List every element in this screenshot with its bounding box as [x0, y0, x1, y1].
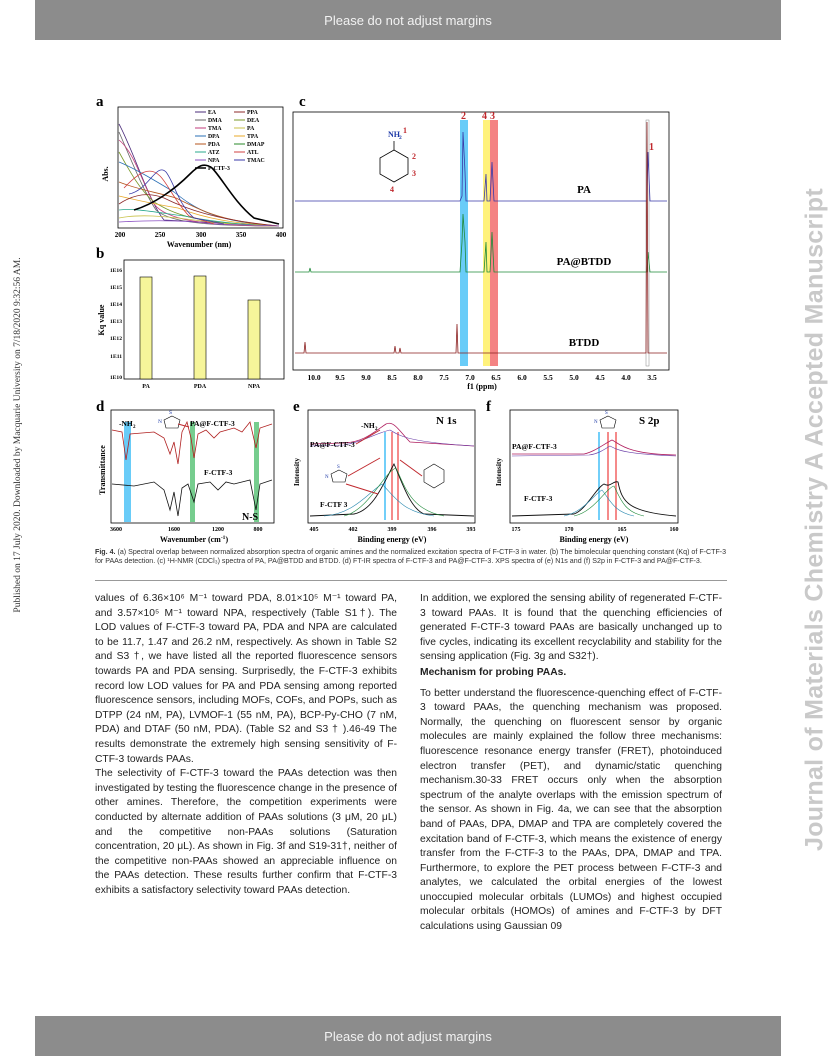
figure-4 — [94, 92, 684, 547]
legend-tpa: TPA — [247, 134, 259, 140]
panel-letter-b: b — [96, 246, 105, 262]
panel-b-ylabel: Kq value — [97, 304, 106, 336]
b-ytick-0: 1E16 — [109, 268, 122, 274]
c-tick-7: 6.5 — [491, 373, 501, 382]
panel-e-xlabel: Binding energy (eV) — [357, 535, 427, 544]
b-cat-npa: NPA — [248, 384, 260, 390]
d-tick-0: 3600 — [110, 527, 122, 533]
legend-pa: PA — [247, 126, 255, 132]
panel-a-xlabel: Wavenumber (nm) — [166, 240, 232, 249]
b-ytick-4: 1E12 — [109, 336, 122, 342]
e-tick-3: 396 — [427, 527, 437, 533]
c-tick-3: 8.5 — [387, 373, 397, 382]
f-tick-1: 170 — [564, 527, 574, 533]
trace-pa — [295, 132, 667, 201]
c-tick-5: 7.5 — [439, 373, 449, 382]
figure-caption — [95, 548, 727, 565]
c-tick-1: 9.5 — [335, 373, 345, 382]
legend-tmac: TMAC — [247, 158, 265, 164]
peak-label-4: 4 — [482, 111, 487, 122]
d-ring-n: N — [158, 419, 162, 425]
c-tick-13: 3.5 — [647, 373, 657, 382]
left-column — [95, 592, 397, 898]
c-tick-10: 5.0 — [569, 373, 579, 382]
atom-4: 4 — [390, 185, 394, 194]
a-tick-2: 300 — [195, 231, 207, 239]
legend-dmap: DMAP — [247, 142, 265, 148]
c-tick-4: 8.0 — [413, 373, 423, 382]
f-tick-2: 165 — [617, 527, 627, 533]
legend-ea: EA — [208, 110, 217, 116]
e-ring-n: N — [325, 475, 329, 480]
caption-divider — [95, 580, 727, 581]
f-tick-3: 160 — [669, 527, 679, 533]
b-ytick-6: 1E10 — [109, 375, 122, 381]
panel-e-title: N 1s — [436, 415, 457, 427]
e-label-fctf3: F-CTF 3 — [320, 500, 348, 509]
a-tick-3: 350 — [235, 231, 247, 239]
ir-band-blue — [124, 422, 131, 522]
legend-atl: ATL — [247, 150, 259, 156]
b-cat-pa: PA — [142, 384, 150, 390]
d-tick-3: 800 — [253, 527, 263, 533]
c-tick-12: 4.0 — [621, 373, 631, 382]
top-margin-banner: Please do not adjust margins — [35, 0, 781, 40]
c-tick-6: 7.0 — [465, 373, 475, 382]
bar-pda — [194, 276, 206, 379]
d-tick-1: 1600 — [168, 527, 180, 533]
a-tick-4: 400 — [275, 231, 287, 239]
legend-npa: NPA — [208, 158, 220, 164]
publication-watermark: Published on 17 July 2020. Downloaded by Macquarie University on 7/18/2020 9:32:56 AM. — [13, 257, 23, 613]
panel-a-legend — [195, 110, 265, 172]
c-tick-8: 6.0 — [517, 373, 527, 382]
panel-c-xlabel: f1 (ppm) — [467, 382, 497, 391]
panel-f-xlabel: Binding energy (eV) — [559, 535, 629, 544]
panel-f — [486, 399, 679, 544]
panel-c-frame — [293, 112, 669, 370]
b-cat-pda: PDA — [193, 384, 207, 390]
panel-e-ylabel: Intensity — [292, 457, 301, 487]
e-ring-s: S — [337, 465, 340, 470]
figure-4-graphic — [94, 92, 684, 547]
panel-letter-d: d — [96, 399, 105, 415]
trace-label-pa-btdd: PA@BTDD — [556, 256, 612, 268]
peak-label-1: 1 — [649, 142, 654, 153]
c-tick-2: 9.0 — [361, 373, 371, 382]
bar-npa — [248, 300, 260, 379]
panel-d — [96, 399, 274, 544]
right-paragraph-1: In addition, we explored the sensing ability of regenerated F-CTF-3 toward PAAs. It is found that the quenching efficiencies of generated F-CTF-3 toward PAAs are basically unchanged up to five cycles, indicating its excellent recyclability and stability for the sensing application (Fig. 3g and S32†). — [420, 593, 722, 663]
f-label-fctf3: F-CTF-3 — [524, 494, 553, 503]
legend-pda: PDA — [208, 142, 220, 148]
e-label-pa: PA@F-CTF-3 — [310, 440, 355, 449]
b-ytick-5: 1E11 — [110, 354, 122, 360]
f-ring-s: S — [605, 411, 608, 416]
b-ytick-3: 1E13 — [109, 319, 122, 325]
e-tick-0: 405 — [309, 527, 319, 533]
a-tick-0: 200 — [114, 231, 126, 239]
peak-label-2: 2 — [461, 111, 466, 122]
legend-atz: ATZ — [208, 150, 220, 156]
peak-label-3: 3 — [490, 111, 495, 122]
panel-letter-f: f — [486, 399, 491, 415]
panel-d-ylabel: Transmittance — [98, 445, 107, 495]
section-heading: Mechanism for probing PAAs. — [420, 666, 567, 678]
panel-f-ylabel: Intensity — [494, 457, 503, 487]
right-paragraph-2: To better understand the fluorescence-quenching effect of F-CTF-3 toward PAAs, the quenching mechanism was proposed. Normally, the quenching on fluorescent sensor by organic molecules are mainly explained the follow three mechanisms: fluorescence resonance energy transfer (FRET), photoinduced electron transfer (PET), and dynamic/static quenching mechanism.30-33 FRET occurs only when the absorption spectrum of the analyte overlaps with the emission spectrum of the sensor. As shown in Fig. 4a, we can see that the absorption band of PAAs, DPA, DMAP and TPA are completely covered the excitation band of F-CTF-3, which means the existence of energy transfer from the F-CTF-3 to the PAAs, DPA, DMAP and TPA. Furthermore, to explore the PET process between F-CTF-3 and analytes, we calculated the orbital energies of the lowest unoccupied molecular orbitals (LUMOs) and highest occupied molecular orbitals (HOMOs) of amines and F-CTF-3 by DFT calculations using Gaussian 09 — [420, 687, 722, 933]
trace-btdd — [295, 122, 667, 353]
legend-tma: TMA — [208, 126, 222, 132]
trace-label-btdd: BTDD — [568, 337, 600, 349]
f-tick-0: 175 — [511, 527, 521, 533]
legend-dpa: DPA — [208, 134, 220, 140]
f-ring-n: N — [594, 420, 598, 425]
f-label-pa: PA@F-CTF-3 — [512, 442, 557, 451]
d-label-pa: PA@F-CTF-3 — [190, 419, 235, 428]
accepted-manuscript-watermark: Journal of Materials Chemistry A Accepted Manuscript — [800, 188, 829, 851]
atom-1: 1 — [403, 126, 407, 135]
nmr-band-yellow — [483, 120, 490, 366]
panel-f-title: S 2p — [639, 415, 660, 427]
e-ring-left — [325, 465, 347, 482]
panel-a — [96, 94, 287, 249]
e-label-nh-sub: 2 — [375, 427, 378, 432]
panel-a-ylabel: Abs. — [101, 166, 110, 182]
d-ring-s: S — [169, 410, 173, 416]
c-tick-11: 4.5 — [595, 373, 605, 382]
e-triazine-ring — [424, 464, 444, 488]
left-paragraph-2: The selectivity of F-CTF-3 toward the PAAs detection was then investigated by testing the fluorescence change in the presence of other amines. Therefore, the competition experiments were conducted by alternate addition of PAAs solutions (3 μM, 20 μL) and the competitive non-PAAs solutions (Saturation concentration, 20 μL). As shown in Fig. 3f and S19-31†, neither of the competitive non-PAAs showed an appreciable influence on the PAAs detection. These results further confirm that F-CTF-3 exhibits a satisfactory selectivity toward PAAs detection. — [95, 768, 397, 896]
atom-2: 2 — [412, 152, 416, 161]
d-tick-2: 1200 — [212, 527, 224, 533]
c-tick-0: 10.0 — [307, 373, 321, 382]
panel-e — [292, 399, 476, 544]
panel-b — [96, 246, 284, 390]
molecule-nh-sub: 2 — [399, 135, 402, 141]
d-thiadiazole-ring — [158, 410, 180, 428]
e-tick-1: 402 — [348, 527, 358, 533]
b-ytick-1: 1E15 — [109, 285, 122, 291]
aniline-molecule — [380, 126, 416, 194]
trace-label-pa: PA — [577, 184, 591, 196]
left-paragraph-1: values of 6.36×10⁶ M⁻¹ toward PDA, 8.01×10⁵ M⁻¹ toward PA, and 3.57×10⁵ M⁻¹ toward NPA, respectively (Table S1†). The LOD values of F-CTF-3 toward PA, PDA and NPA are calculated to be 11.7, 1.47 and 26.2 nM, respectively. As shown in Table S2 and S3 †, we have listed all the reported fluorescence sensors towards PA and PDA sensing. Surprisedly, the F-CTF-3 exhibits record low LOD values for PA and PDA sensing among reported fluorescence sensors, including MOFs, COFs, and POPs, such as DTPP (24 nM, PA), LVMOF-1 (55 nM, PA), BCP-Py-CHO (7 nM, PDA) and DTAF (50 nM, PDA). (Table S2 and S3 † ).46-49 The results demonstrate the extremely high sensing sensitivity of F-CTF-3 towards PAAs. — [95, 593, 397, 765]
b-ytick-2: 1E14 — [109, 302, 122, 308]
legend-ppa: PPA — [247, 110, 258, 116]
d-label-nh: -NH — [119, 419, 133, 428]
e-label-nh: -NH — [361, 421, 375, 430]
a-tick-1: 250 — [154, 231, 166, 239]
bar-pa — [140, 277, 152, 379]
caption-text: (a) Spectral overlap between normalized absorption spectra of organic amines and the normalized excitation spectra of F-CTF-3 in water. (b) The bimolecular quenching constant (Kq) of F-CTF-3 for PAAs detection. (c) ¹H-NMR (CDCl₃) spectra of PA, PA@BTDD and BTDD. (d) FT-IR spectra of F-CTF-3 and PA@F-CTF-3. XPS spectra of (e) N1s and (f) S2p in F-CTF-3 and PA@F-CTF-3. — [95, 548, 727, 565]
f-thiadiazole-ring — [594, 411, 616, 428]
molecule-nh: NH — [388, 130, 400, 139]
panel-letter-c: c — [299, 94, 306, 110]
panel-letter-e: e — [293, 399, 300, 415]
d-label-fctf3: F-CTF-3 — [204, 468, 233, 477]
legend-fctf3: F-CTF-3 — [208, 166, 230, 172]
panel-c — [293, 94, 669, 391]
right-column — [420, 592, 722, 935]
e-tick-2: 399 — [387, 527, 397, 533]
panel-d-xlabel: Wavenumber $(cm^{-1})$ — [159, 535, 229, 544]
caption-label: Fig. 4. — [95, 548, 116, 556]
panel-letter-a: a — [96, 94, 104, 110]
atom-3: 3 — [412, 169, 416, 178]
bottom-margin-banner: Please do not adjust margins — [35, 1016, 781, 1056]
d-label-ns: N-S — [242, 512, 259, 523]
d-label-nh-sub: 2 — [133, 425, 136, 430]
e-tick-4: 393 — [466, 527, 476, 533]
legend-dea: DEA — [247, 118, 260, 124]
legend-dma: DMA — [208, 118, 222, 124]
c-tick-9: 5.5 — [543, 373, 553, 382]
